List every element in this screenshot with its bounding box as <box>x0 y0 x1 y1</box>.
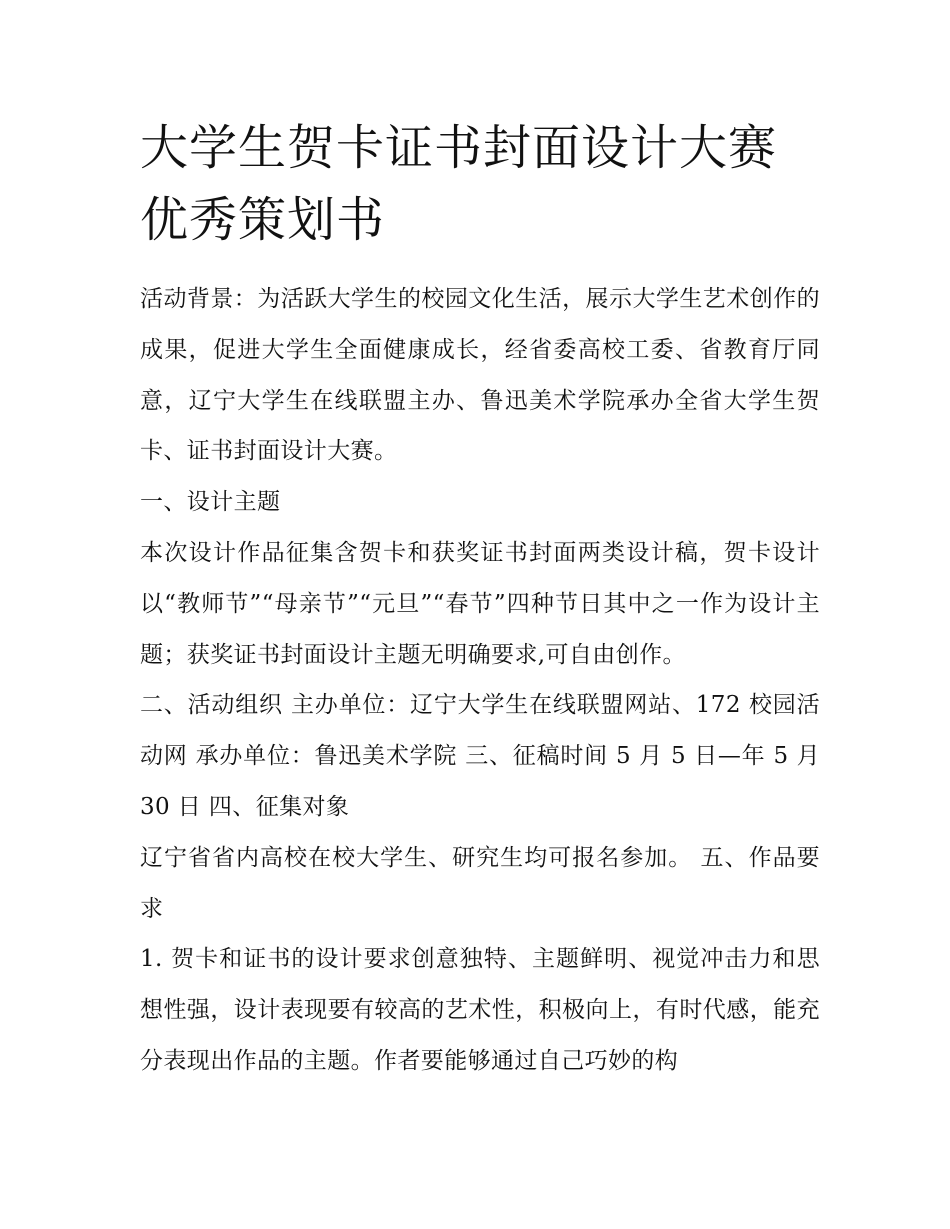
document-page <box>140 112 820 1087</box>
paragraph-organization: 二、活动组织 主办单位：辽宁大学生在线联盟网站、172 校园活动网 承办单位：鲁迅美术学院 三、征稿时间 5 月 5 日—年 5 月 30 日 四、征集对象 <box>140 692 820 820</box>
paragraph-eligibility: 辽宁省省内高校在校大学生、研究生均可报名参加。 五、作品要求 <box>140 844 820 922</box>
heading-design-theme: 一、设计主题 <box>140 489 281 516</box>
paragraph-requirements: 1. 贺卡和证书的设计要求创意独特、主题鲜明、视觉冲击力和思想性强，设计表现要有较高的艺术性，积极向上，有时代感，能充分表现出作品的主题。作者要能够通过自己巧妙的构 <box>140 946 820 1074</box>
paragraph-background: 活动背景：为活跃大学生的校园文化生活，展示大学生艺术创作的成果，促进大学生全面健康成长，经省委高校工委、省教育厅同意，辽宁大学生在线联盟主办、鲁迅美术学院承办全省大学生贺卡、证书封面设计大赛。 <box>140 286 820 465</box>
document-title: 大学生贺卡证书封面设计大赛优秀策划书 <box>140 120 778 248</box>
paragraph-design-theme: 本次设计作品征集含贺卡和获奖证书封面两类设计稿，贺卡设计以“教师节”“母亲节”“元旦”“春节”四种节日其中之一作为设计主题；获奖证书封面设计主题无明确要求,可自由创作。 <box>140 539 820 668</box>
